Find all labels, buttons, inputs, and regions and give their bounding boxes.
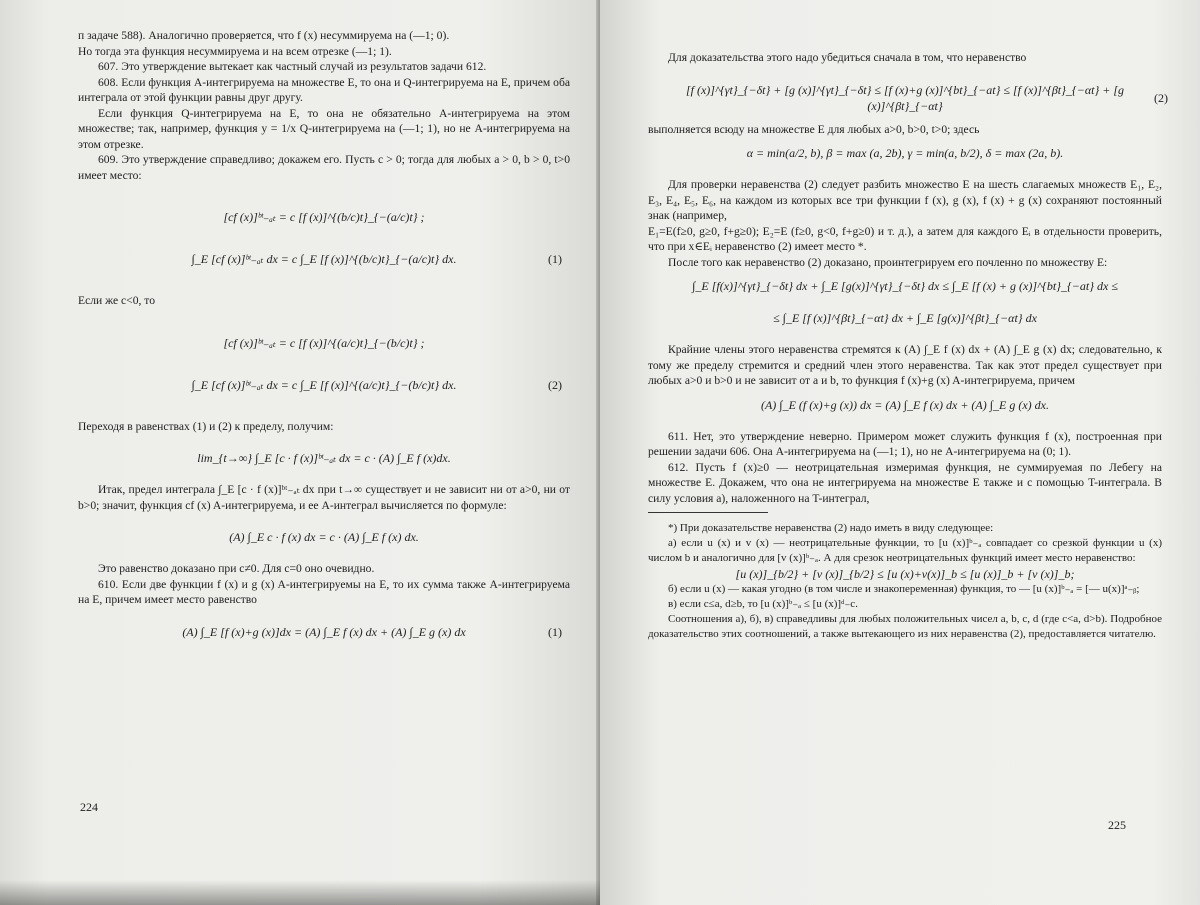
footnote-divider [648, 512, 768, 513]
text-paragraph: Для проверки неравенства (2) следует разбить множество E на шесть слагаемых множеств E₁, E₂, E₃, E₄, E₅, E₆, на каждом из которых все три функции f (x), g (x), f (x) + g (x) сохраняют постоянный знак (например, [648, 178, 1162, 222]
equation-tag: (1) [548, 624, 562, 639]
formula-2a [78, 335, 570, 351]
text-line: выполняется всюду на множестве E для любых a>0, b>0, t>0; здесь [648, 122, 980, 136]
formula-1a [78, 209, 570, 225]
text-paragraph: E₁=E(f≥0, g≥0, f+g≥0); E₂=E (f≥0, g<0, f+g≥0) и т. д.), а затем для каждого Eᵢ в отдельности проверить, что при x∈Eᵢ неравенство (2) имеет место *. [648, 224, 1162, 253]
text-line: Но тогда эта функция несуммируема и на всем отрезке (—1; 1). [78, 44, 392, 58]
footnote-item-a: а) если u (x) и v (x) — неотрицательные функции, то [u (x)]ᵇ₋ₐ совпадает со срезкой функции u (x) числом b и аналогично для [v (x)]ᵇ₋ₐ. А для срезок неотрицательных функций имеет место неравенство: [648, 537, 1162, 564]
text-line: Для доказательства этого надо убедиться сначала в том, что неравенство [668, 51, 1027, 64]
formula-text: [u (x)]_{b/2} + [v (x)]_{b/2} ≤ [u (x)+v(x)]_b ≤ [u (x)]_b + [v (x)]_b; [735, 567, 1075, 581]
formula-text: (A) ∫_E (f (x)+g (x)) dx = (A) ∫_E f (x) dx + (A) ∫_E g (x) dx. [760, 397, 1050, 412]
problem-608: 608. Если функция A-интегрируема на множестве E, то она и Q-интегрируема на E, причем оба интеграла от этой функции равны друг другу. [78, 75, 570, 104]
text-paragraph: После того как неравенство (2) доказано, проинтегрируем его почленно по множеству E: [668, 255, 1108, 269]
equation-tag: (2) [548, 377, 562, 392]
formula-limit [78, 450, 570, 466]
text-line: п задаче 588). Аналогично проверяется, что f (x) несуммируема на (—1; 0). [78, 29, 450, 42]
problem-612: 612. Пусть f (x)≥0 — неотрицательная измеримая функция, не суммируемая по Лебегу на множестве E. Докажем, что она не интегрируема на множестве E также и с помощью T-интеграла. В силу условия а), наложенного на T-интеграл, [648, 460, 1162, 505]
formula-sum [648, 397, 1162, 413]
formula-text: ∫_E [cf (x)]ᵇᵗ₋ₐₜ dx = c ∫_E [f (x)]^{(b/c)t}_{−(a/c)t} dx. [191, 252, 457, 266]
formula-text: [cf (x)]ᵇᵗ₋ₐₜ = c [f (x)]^{(a/c)t}_{−(b/c)t} ; [223, 335, 425, 350]
footnote-formula [648, 566, 1162, 582]
footnote-end: Соотношения а), б), в) справедливы для любых положительных чисел a, b, c, d (где c<a, d>b). Подробное доказательство этих соотношений, а также вытекающего из них неравенства (2), предоставляется читателю. [648, 613, 1162, 640]
footnote-item-c: в) если c≤a, d≥b, то [u (x)]ᵇ₋ₐ ≤ [u (x)]ᵈ₋c. [668, 598, 858, 610]
text-paragraph: Если функция Q-интегрируема на E, то она не обязательно A-интегрируема на этом множестве; так, например, функция y = 1/x Q-интегрируема на (—1; 1), но не A-интегрируема на этом отрезке. [78, 106, 570, 151]
problem-610: 610. Если две функции f (x) и g (x) A-интегрируемы на E, то их сумма также A-интегрируема на E, причем имеет место равенство [78, 577, 570, 606]
formula-inequality [648, 82, 1168, 114]
formula-text: [f (x)]^{γt}_{−δt} + [g (x)]^{γt}_{−δt} ≤ [f (x)+g (x)]^{bt}_{−at} ≤ [f (x)]^{βt}_{−αt} + [g (x)]^{βt}_{−αt} [685, 82, 1125, 113]
equation-tag: (2) [1154, 90, 1168, 105]
formula-text: α = min(a/2, b), β = max (a, 2b), γ = min(a, b/2), δ = max (2a, b). [746, 146, 1064, 160]
formula-a-integral [78, 529, 570, 545]
problem-607: 607. Это утверждение вытекает как частный случай из результатов задачи 612. [98, 60, 487, 73]
formula-text: [cf (x)]ᵇᵗ₋ₐₜ = c [f (x)]^{(b/c)t}_{−(a/c)t} ; [223, 210, 425, 224]
right-page [600, 0, 1200, 905]
formula-1b [78, 251, 570, 267]
footnote [648, 521, 1162, 642]
formula-text: ∫_E [cf (x)]ᵇᵗ₋ₐₜ dx = c ∫_E [f (x)]^{(a/c)t}_{−(b/c)t} dx. [191, 377, 457, 392]
formula-text: (A) ∫_E [f (x)+g (x)]dx = (A) ∫_E f (x) dx + (A) ∫_E g (x) dx [182, 624, 466, 639]
text-paragraph: Крайние члены этого неравенства стремятся к (A) ∫_E f (x) dx + (A) ∫_E g (x) dx; следовательно, к тому же пределу стремится и средний член этого неравенства. Так как этот предел существует при любых a>0 и b>0 и не зависит от a и b, то функция f (x)+g (x) A-интегрируема, причем [648, 343, 1162, 387]
page-number: 225 [1108, 818, 1126, 832]
page-shadow [0, 880, 600, 905]
formula-text: ≤ ∫_E [f (x)]^{βt}_{−αt} dx + ∫_E [g(x)]^{βt}_{−αt} dx [773, 311, 1037, 325]
problem-609: 609. Это утверждение справедливо; докажем его. Пусть c > 0; тогда для любых a > 0, b > 0, t>0 имеет место: [78, 153, 570, 182]
formula-integral-1 [648, 278, 1162, 294]
text-paragraph: Итак, предел интеграла ∫_E [c · f (x)]ᵇᵗ₋ₐₜ dx при t→∞ существует и не зависит ни от a>0, ни от b>0; значит, функция cf (x) A-интегрируема, и ее A-интеграл вычисляется по формуле: [78, 483, 570, 512]
text-line: Если же c<0, то [78, 294, 156, 307]
formula-definitions [648, 145, 1162, 161]
footnote-intro: *) При доказательстве неравенства (2) надо иметь в виду следующее: [668, 522, 994, 534]
equation-tag: (1) [548, 252, 562, 266]
formula-2b [78, 377, 570, 393]
formula-610 [78, 624, 570, 640]
formula-integral-2 [648, 310, 1162, 326]
footnote-item-b: б) если u (x) — какая угодно (в том числе и знакопеременная) функция, то — [u (x)]ᵇ₋ₐ = [— u(x)]ᵃ₋ᵦ; [668, 583, 1140, 595]
formula-text: lim_{t→∞} ∫_E [c · f (x)]ᵇᵗ₋ₐₜ dx = c · (A) ∫_E f (x)dx. [197, 451, 451, 465]
page-number: 224 [80, 800, 98, 814]
formula-text: (A) ∫_E c · f (x) dx = c · (A) ∫_E f (x) dx. [229, 530, 419, 544]
text-line: Это равенство доказано при c≠0. Для c=0 оно очевидно. [98, 562, 375, 575]
problem-611: 611. Нет, это утверждение неверно. Примером может служить функция f (x), построенная при решении задачи 606. Она A-интегрируема на (—1; 1), но не A-интегрируема на (0; 1). [648, 429, 1162, 458]
formula-text: ∫_E [f(x)]^{γt}_{−δt} dx + ∫_E [g(x)]^{γt}_{−δt} dx ≤ ∫_E [f (x) + g (x)]^{bt}_{−at} dx ≤ [692, 279, 1118, 293]
text-line: Переходя в равенствах (1) и (2) к пределу, получим: [78, 419, 334, 433]
